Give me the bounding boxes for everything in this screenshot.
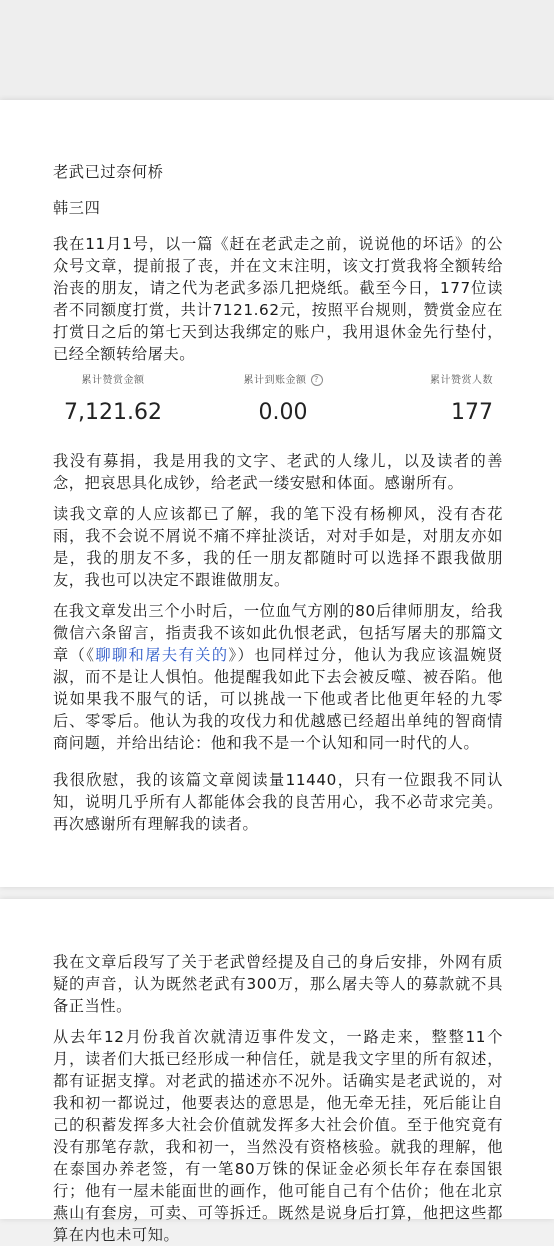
paragraph-3: 读我文章的人应该都已了解，我的笔下没有杨柳风，没有杏花雨，我不会说不屑说不痛不痒扯淡话，对对手如是，对朋友亦如是，我的朋友不多，我的任一朋友都随时可以选择不跟我做朋友，我也可以决定不跟谁做朋友。 (53, 505, 503, 589)
paragraph-4 (53, 600, 503, 754)
stat-people (383, 374, 493, 426)
stat-label: 累计赞赏人数 (430, 375, 493, 386)
paragraph-1: 我在11月1号，以一篇《赶在老武走之前，说说他的坏话》的公众号文章，提前报了丧，并在文末注明，该文打赏我将全额转给治丧的朋友，请之代为老武多添几把烧纸。截至今日，177位读者不同额度打赏，共计7121.62元，按照平台规则，赞赏金应在打赏日之后的第七天到达我绑定的账户，我用退休金先行垫付，已经全额转给屠夫。 (53, 235, 503, 363)
article-card-2 (0, 899, 554, 1244)
paragraph-7: 从去年12月份我首次就清迈事件发文，一路走来，整整11个月，读者们大抵已经形成一种信任，就是我文字里的所有叙述，都有证据支撑。对老武的描述亦不况外。话确实是老武说的，对我和初一都说过，他要表达的意思是，他无牵无挂，死后能让自己的积蓄发挥多大社会价值就发挥多大社会价值。至于他究竟有没有那笔存款，我和初一，当然没有资格核验。就我的理解，他在泰国办养老签，有一笔80万铢的保证金必须长年存在泰国银行；他有一屋未能面世的画作，他可能自己有个估价；他在北京燕山有套房，可卖、可等拆迁。既然是说身后打算，他把这些都算在内也未可知。 (53, 1028, 503, 1244)
reward-stats (53, 374, 503, 434)
stat-label: 累计赞赏金额 (81, 375, 145, 386)
article-card-1 (0, 100, 554, 887)
article-author: 韩三四 (53, 199, 101, 217)
info-icon[interactable]: ? (311, 374, 323, 386)
article-link[interactable]: 聊聊和屠夫有关的 (95, 646, 229, 664)
stat-total-reward (53, 374, 173, 426)
stat-value: 177 (451, 400, 493, 425)
paragraph-4-text-a: 在我文章发出三个小时后，一位血气方刚的80后律师朋友，给我微信六条留言，指责我不该如此仇恨老武，包括写屠夫的那篇文章（《 (53, 602, 503, 664)
stat-arrived (203, 374, 363, 426)
paragraph-2: 我没有募捐，我是用我的文字、老武的人缘儿，以及读者的善念，把哀思具化成钞，给老武一缕安慰和体面。感谢所有。 (53, 452, 503, 492)
paragraph-5: 我很欣慰，我的该篇文章阅读量11440，只有一位跟我不同认知，说明几乎所有人都能体会我的良苦用心，我不必苛求完美。再次感谢所有理解我的读者。 (53, 771, 503, 833)
stat-value: 7,121.62 (64, 400, 162, 425)
stat-label: 累计到账金额 (243, 375, 307, 386)
paragraph-4-text-b: 》）也同样过分，他认为我应该温婉贤淑，而不是让人惧怕。他提醒我如此下去会被反噬、被吞陷。他说如果我不服气的话，可以挑战一下他或者比他更年轻的九零后、零零后。他认为我的攻伐力和优越感已经超出单纯的智商情商问题，并给出结论：他和我不是一个认知和同一时代的人。 (53, 646, 503, 752)
paragraph-6: 我在文章后段写了关于老武曾经提及自己的身后安排，外网有质疑的声音，认为既然老武有300万，那么屠夫等人的募款就不具备正当性。 (53, 953, 503, 1015)
stat-value: 0.00 (258, 400, 308, 425)
top-gap (0, 0, 554, 100)
stat-label-row (203, 374, 363, 388)
article-title: 老武已过奈何桥 (53, 163, 164, 181)
